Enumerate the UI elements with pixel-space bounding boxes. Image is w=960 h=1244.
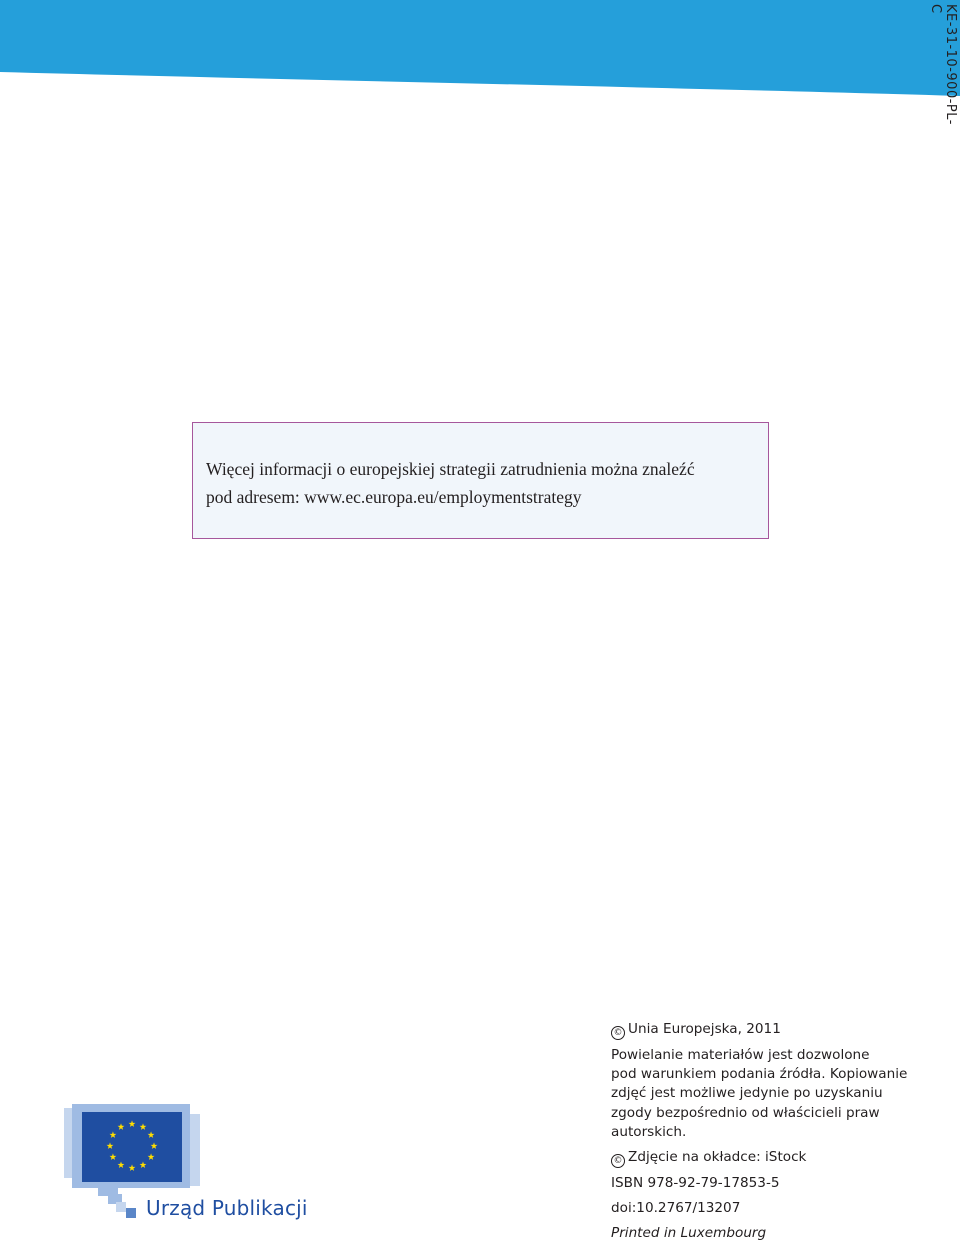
reproduction-line-3: zdjęć jest możliwe jedynie po uzyskaniu	[611, 1085, 883, 1102]
reproduction-line-1: Powielanie materiałów jest dozwolone	[611, 1047, 870, 1063]
info-line-2: pod adresem: www.ec.europa.eu/employmentstrategy	[206, 487, 582, 507]
photo-credit-line	[611, 1148, 951, 1168]
copyright-text: Unia Europejska, 2011	[628, 1021, 781, 1037]
doi: doi:10.2767/13207	[611, 1200, 741, 1217]
catalog-number: KE-31-10-900-PL-C	[928, 4, 958, 125]
reproduction-line-2: pod warunkiem podania źródła. Kopiowanie	[611, 1066, 908, 1083]
copyright-icon: ©	[611, 1026, 625, 1040]
photo-credit-text: Zdjęcie na okładce: iStock	[628, 1149, 807, 1166]
copyright-icon: ©	[611, 1154, 625, 1168]
colophon	[611, 1020, 951, 1244]
reproduction-line-4: zgody bezpośrednio od właścicieli praw	[611, 1104, 880, 1121]
info-box	[192, 422, 769, 539]
reproduction-line-5: autorskich.	[611, 1123, 687, 1140]
printed-in: Printed in Luxembourg	[611, 1225, 767, 1242]
isbn: ISBN 978-92-79-17853-5	[611, 1175, 780, 1192]
info-line-1: Więcej informacji o europejskiej strategii zatrudnienia można znaleźć	[206, 459, 695, 479]
top-blue-band	[0, 0, 960, 100]
copyright-line	[611, 1020, 951, 1040]
publications-office-name: Urząd Publikacji	[146, 1196, 308, 1220]
